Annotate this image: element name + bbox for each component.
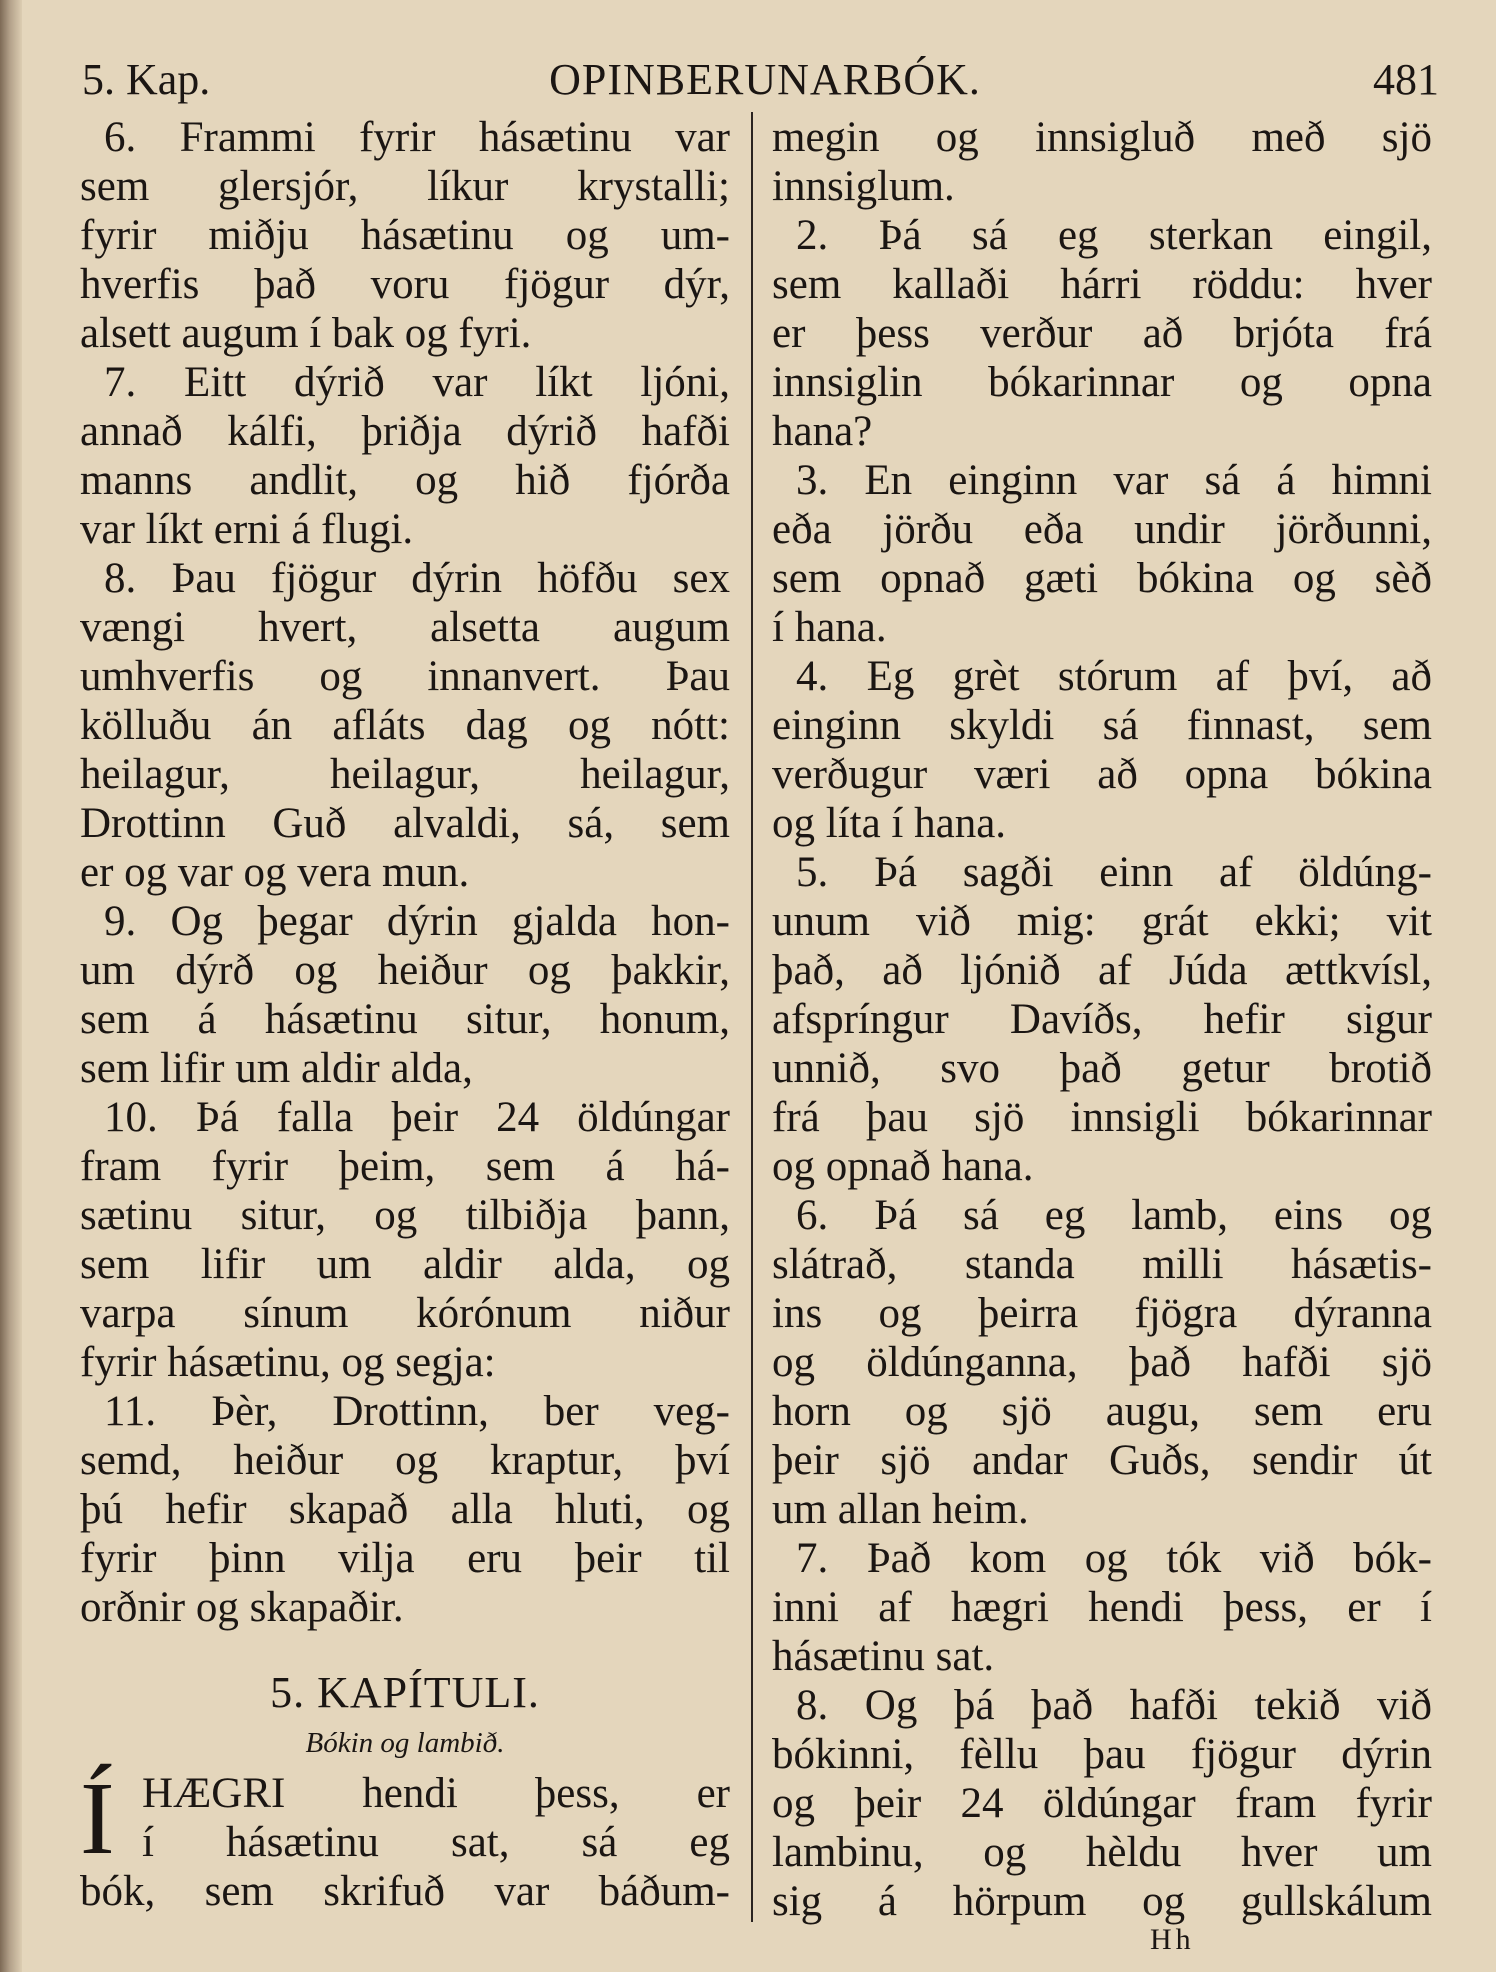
text-line: fram fyrir þeim, sem á há- bbox=[80, 1143, 730, 1190]
text-line: sem kallaði hárri röddu: hver bbox=[772, 261, 1432, 308]
text-line: sem lifir um aldir alda, bbox=[80, 1045, 473, 1092]
text-line: hana? bbox=[772, 408, 873, 455]
text-line: fyrir hásætinu, og segja: bbox=[80, 1339, 496, 1386]
text-line: sem glersjór, líkur krystalli; bbox=[80, 163, 730, 210]
text-line: einginn skyldi sá finnast, sem bbox=[772, 702, 1432, 749]
text-line: ins og þeirra fjögra dýranna bbox=[772, 1290, 1432, 1337]
text-line: unum við mig: grát ekki; vit bbox=[772, 898, 1432, 945]
text-line: um allan heim. bbox=[772, 1486, 1029, 1533]
text-line: inni af hægri hendi þess, er í bbox=[772, 1584, 1432, 1631]
text-line: fyrir miðju hásætinu og um- bbox=[80, 212, 730, 259]
text-line: frá þau sjö innsigli bókarinnar bbox=[772, 1094, 1432, 1141]
chapter-title: 5. KAPÍTULI. bbox=[270, 1668, 540, 1717]
text-line: bókinni, fèllu þau fjögur dýrin bbox=[772, 1731, 1432, 1778]
text-line: 6. Þá sá eg lamb, eins og bbox=[796, 1192, 1432, 1239]
text-line: þeir sjö andar Guðs, sendir út bbox=[772, 1437, 1432, 1484]
text-line: 8. Þau fjögur dýrin höfðu sex bbox=[104, 555, 730, 602]
text-line: orðnir og skapaðir. bbox=[80, 1584, 404, 1631]
text-line: slátrað, standa milli hásætis- bbox=[772, 1241, 1432, 1288]
text-line: og opnað hana. bbox=[772, 1143, 1034, 1190]
text-line: og þeir 24 öldúngar fram fyrir bbox=[772, 1780, 1432, 1827]
text-line: 7. Það kom og tók við bók- bbox=[796, 1535, 1432, 1582]
text-line: semd, heiður og kraptur, því bbox=[80, 1437, 730, 1484]
book-title: OPINBERUNARBÓK. bbox=[549, 55, 981, 104]
left-column bbox=[80, 113, 730, 1916]
chapter-indicator: 5. Kap. bbox=[82, 55, 211, 104]
chapter-opening-lines bbox=[80, 1761, 730, 1916]
text-line: 2. Þá sá eg sterkan eingil, bbox=[796, 212, 1432, 259]
text-line: afspríngur Davíðs, hefir sigur bbox=[772, 996, 1432, 1043]
text-line: unnið, svo það getur brotið bbox=[772, 1045, 1432, 1092]
text-line: manns andlit, og hið fjórða bbox=[80, 457, 730, 504]
text-line: 3. En einginn var sá á himni bbox=[796, 457, 1432, 504]
text-line: umhverfis og innanvert. Þau bbox=[80, 653, 730, 700]
text-line: innsiglin bókarinnar og opna bbox=[772, 359, 1432, 406]
left-column-verses bbox=[80, 113, 730, 1632]
text-line: var líkt erni á flugi. bbox=[80, 506, 414, 553]
text-line: og líta í hana. bbox=[772, 800, 1007, 847]
text-line: í hásætinu sat, sá eg bbox=[142, 1819, 730, 1866]
text-line: varpa sínum kórónum niður bbox=[80, 1290, 730, 1337]
text-line: hásætinu sat. bbox=[772, 1633, 995, 1680]
right-column-verses bbox=[772, 113, 1432, 1926]
text-line: í hana. bbox=[772, 604, 887, 651]
text-line: þú hefir skapað alla hluti, og bbox=[80, 1486, 730, 1533]
text-line: 11. Þèr, Drottinn, ber veg- bbox=[104, 1388, 730, 1435]
text-line: verðugur væri að opna bókina bbox=[772, 751, 1432, 798]
text-line: annað kálfi, þriðja dýrið hafði bbox=[80, 408, 730, 455]
text-line: er og var og vera mun. bbox=[80, 849, 470, 896]
chapter-subtitle: Bókin og lambið. bbox=[305, 1727, 505, 1759]
text-line: er þess verður að brjóta frá bbox=[772, 310, 1432, 357]
text-line: Drottinn Guð alvaldi, sá, sem bbox=[80, 800, 730, 847]
running-header bbox=[0, 50, 1496, 110]
text-line: sem lifir um aldir alda, og bbox=[80, 1241, 730, 1288]
text-line: og öldúnganna, það hafði sjö bbox=[772, 1339, 1432, 1386]
signature-mark: Hh bbox=[1150, 1923, 1195, 1956]
page-binding-edge bbox=[0, 0, 22, 1972]
drop-cap: Í bbox=[80, 1761, 115, 1876]
text-line: 10. Þá falla þeir 24 öldúngar bbox=[104, 1094, 730, 1141]
text-line: bók, sem skrifuð var báðum- bbox=[80, 1868, 730, 1915]
text-line: 8. Og þá það hafði tekið við bbox=[796, 1682, 1432, 1729]
text-line: lambinu, og hèldu hver um bbox=[772, 1829, 1432, 1876]
text-line: 4. Eg grèt stórum af því, að bbox=[796, 653, 1432, 700]
text-line: um dýrð og heiður og þakkir, bbox=[80, 947, 730, 994]
column-divider bbox=[751, 112, 753, 1922]
text-line: megin og innsigluð með sjö bbox=[772, 114, 1432, 161]
right-column bbox=[772, 113, 1432, 1926]
text-line: 5. Þá sagði einn af öldúng- bbox=[796, 849, 1432, 896]
text-line: 9. Og þegar dýrin gjalda hon- bbox=[104, 898, 730, 945]
text-line: heilagur, heilagur, heilagur, bbox=[80, 751, 730, 798]
chapter-opening bbox=[80, 1761, 730, 1916]
text-line: vængi hvert, alsetta augum bbox=[80, 604, 730, 651]
text-line: innsiglum. bbox=[772, 163, 955, 210]
text-line: hverfis það voru fjögur dýr, bbox=[80, 261, 730, 308]
text-line: alsett augum í bak og fyri. bbox=[80, 310, 532, 357]
text-line: kölluðu án afláts dag og nótt: bbox=[80, 702, 730, 749]
text-line: 7. Eitt dýrið var líkt ljóni, bbox=[104, 359, 730, 406]
text-line: fyrir þinn vilja eru þeir til bbox=[80, 1535, 730, 1582]
text-line: sig á hörpum og gullskálum bbox=[772, 1878, 1432, 1925]
text-line: sætinu situr, og tilbiðja þann, bbox=[80, 1192, 730, 1239]
text-line: HÆGRI hendi þess, er bbox=[142, 1770, 730, 1817]
text-line: það, að ljónið af Júda ættkvísl, bbox=[772, 947, 1432, 994]
text-line: sem opnað gæti bókina og sèð bbox=[772, 555, 1432, 602]
page-number: 481 bbox=[1373, 55, 1439, 104]
text-line: eða jörðu eða undir jörðunni, bbox=[772, 506, 1432, 553]
text-line: horn og sjö augu, sem eru bbox=[772, 1388, 1432, 1435]
text-line: 6. Frammi fyrir hásætinu var bbox=[104, 114, 730, 161]
text-line: sem á hásætinu situr, honum, bbox=[80, 996, 730, 1043]
